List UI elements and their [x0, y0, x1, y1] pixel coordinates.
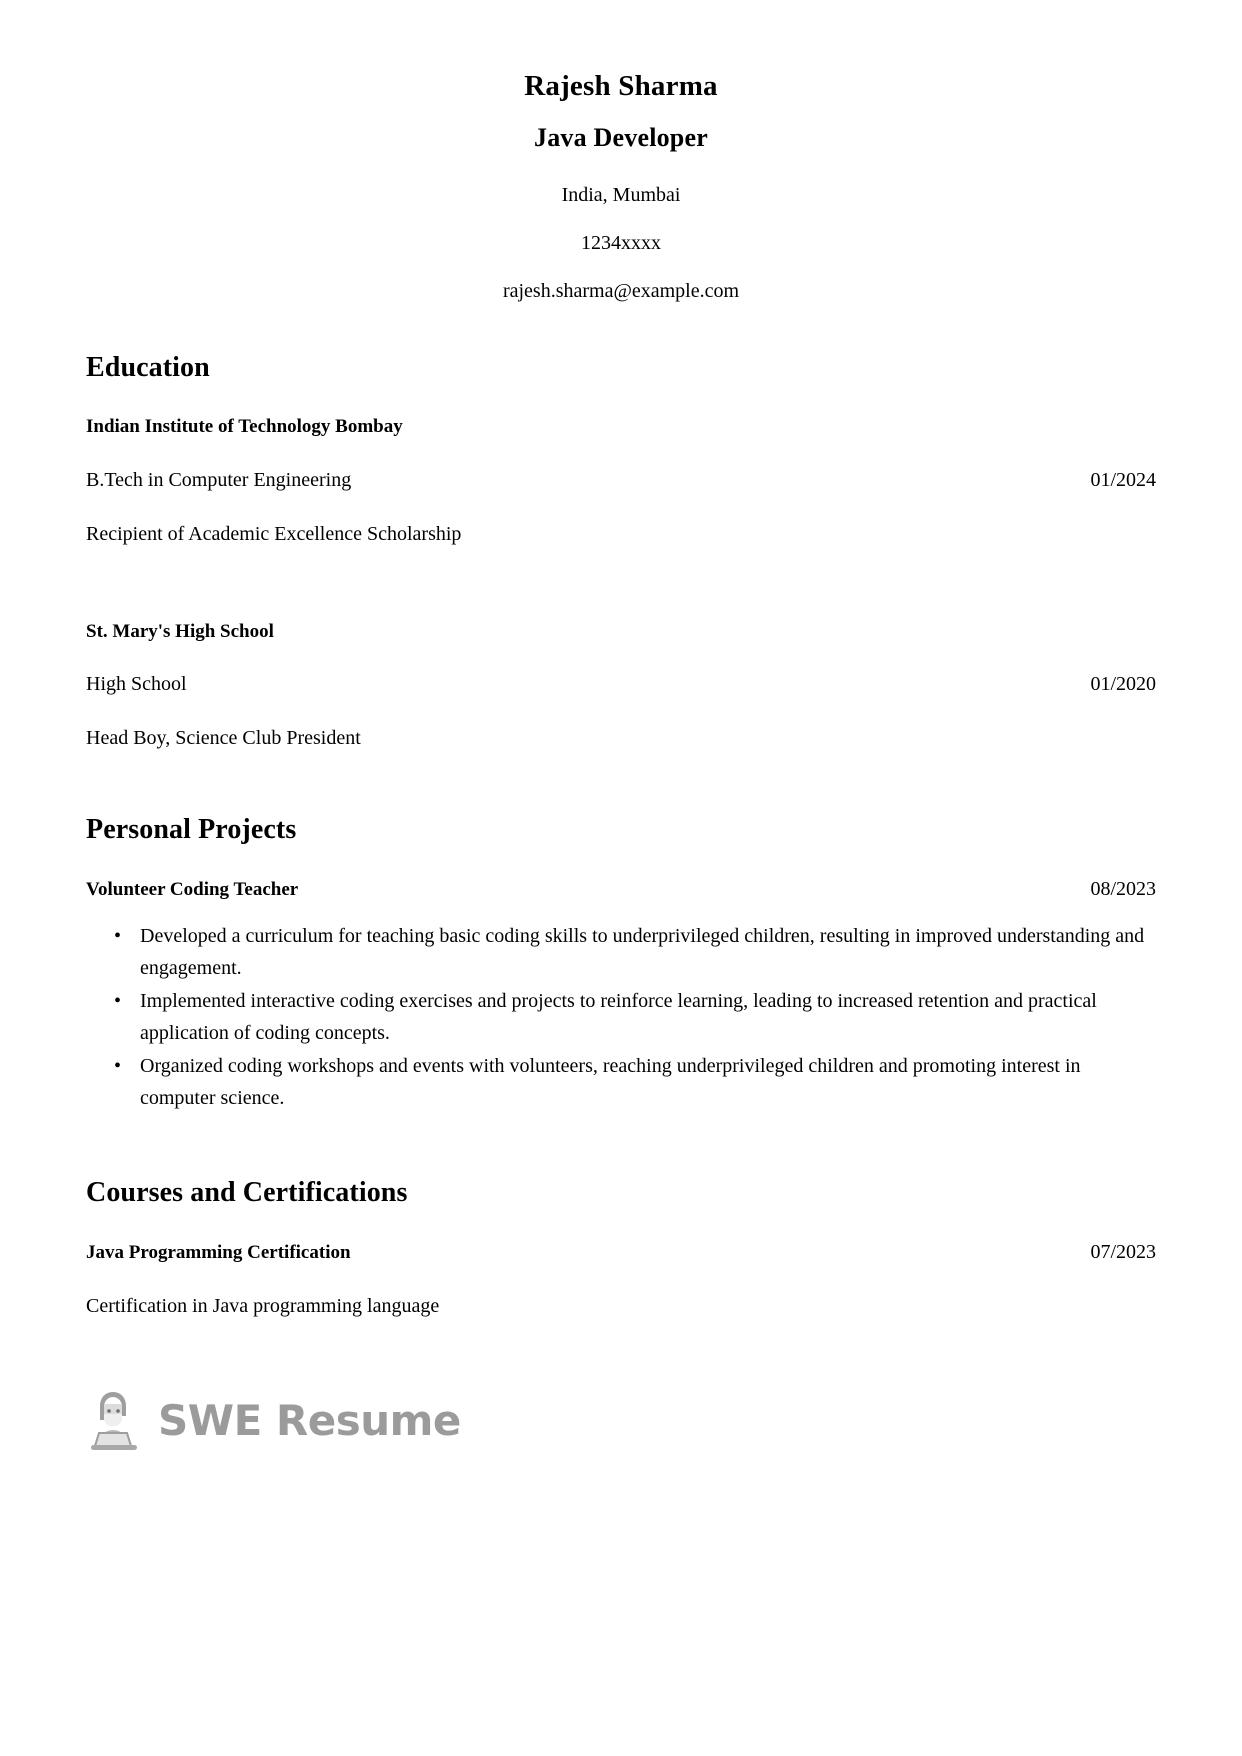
- section-education: [86, 353, 1156, 751]
- technologist-icon: [86, 1390, 142, 1452]
- list-item: • Developed a curriculum for teaching basic coding skills to underprivileged children, resulting in improved understanding and engagement.: [140, 920, 1156, 985]
- candidate-name: Rajesh Sharma: [524, 70, 718, 102]
- education-detail: Recipient of Academic Excellence Scholarship: [86, 522, 462, 545]
- section-heading-education: Education: [86, 352, 210, 383]
- certification-title: Java Programming Certification: [86, 1242, 351, 1264]
- education-degree-row: [86, 468, 1156, 493]
- education-entry: [86, 416, 1156, 547]
- education-detail: Head Boy, Science Club President: [86, 727, 361, 750]
- project-title: Volunteer Coding Teacher: [86, 879, 299, 901]
- contact-phone: 1234xxxx: [581, 232, 661, 254]
- project-date: 08/2023: [1090, 878, 1156, 901]
- certification-entry: [86, 1240, 1156, 1319]
- section-personal-projects: [86, 815, 1156, 1114]
- project-header-row: [86, 877, 1156, 902]
- section-heading-courses: Courses and Certifications: [86, 1177, 408, 1209]
- resume-header: [86, 0, 1156, 301]
- section-heading-projects: Personal Projects: [86, 814, 297, 846]
- footer-brand-text: SWE Resume: [158, 1396, 461, 1445]
- candidate-job-title: Java Developer: [534, 123, 708, 152]
- education-organization: Indian Institute of Technology Bombay: [86, 415, 403, 437]
- certification-date: 07/2023: [1090, 1241, 1156, 1264]
- certification-detail: Certification in Java programming language: [86, 1294, 440, 1317]
- footer-brand: [86, 1390, 461, 1452]
- certification-header-row: [86, 1240, 1156, 1265]
- project-bullet-list: [86, 920, 1156, 1114]
- section-courses-certifications: [86, 1178, 1156, 1319]
- education-degree: High School: [86, 673, 187, 696]
- education-degree: B.Tech in Computer Engineering: [86, 468, 352, 491]
- list-item: • Organized coding workshops and events with volunteers, reaching underprivileged children and promoting interest in computer science.: [140, 1050, 1156, 1115]
- education-entry: [86, 621, 1156, 752]
- contact-email: rajesh.sharma@example.com: [502, 280, 740, 302]
- entry-spacer: [86, 547, 1156, 589]
- project-entry: [86, 877, 1156, 1114]
- education-date: 01/2024: [1090, 468, 1156, 491]
- contact-location: India, Mumbai: [561, 184, 681, 206]
- education-degree-row: [86, 672, 1156, 697]
- list-item: • Implemented interactive coding exercises and projects to reinforce learning, leading to increased retention and practical application of coding concepts.: [140, 985, 1156, 1050]
- education-date: 01/2020: [1090, 673, 1156, 696]
- education-organization: St. Mary's High School: [86, 620, 274, 642]
